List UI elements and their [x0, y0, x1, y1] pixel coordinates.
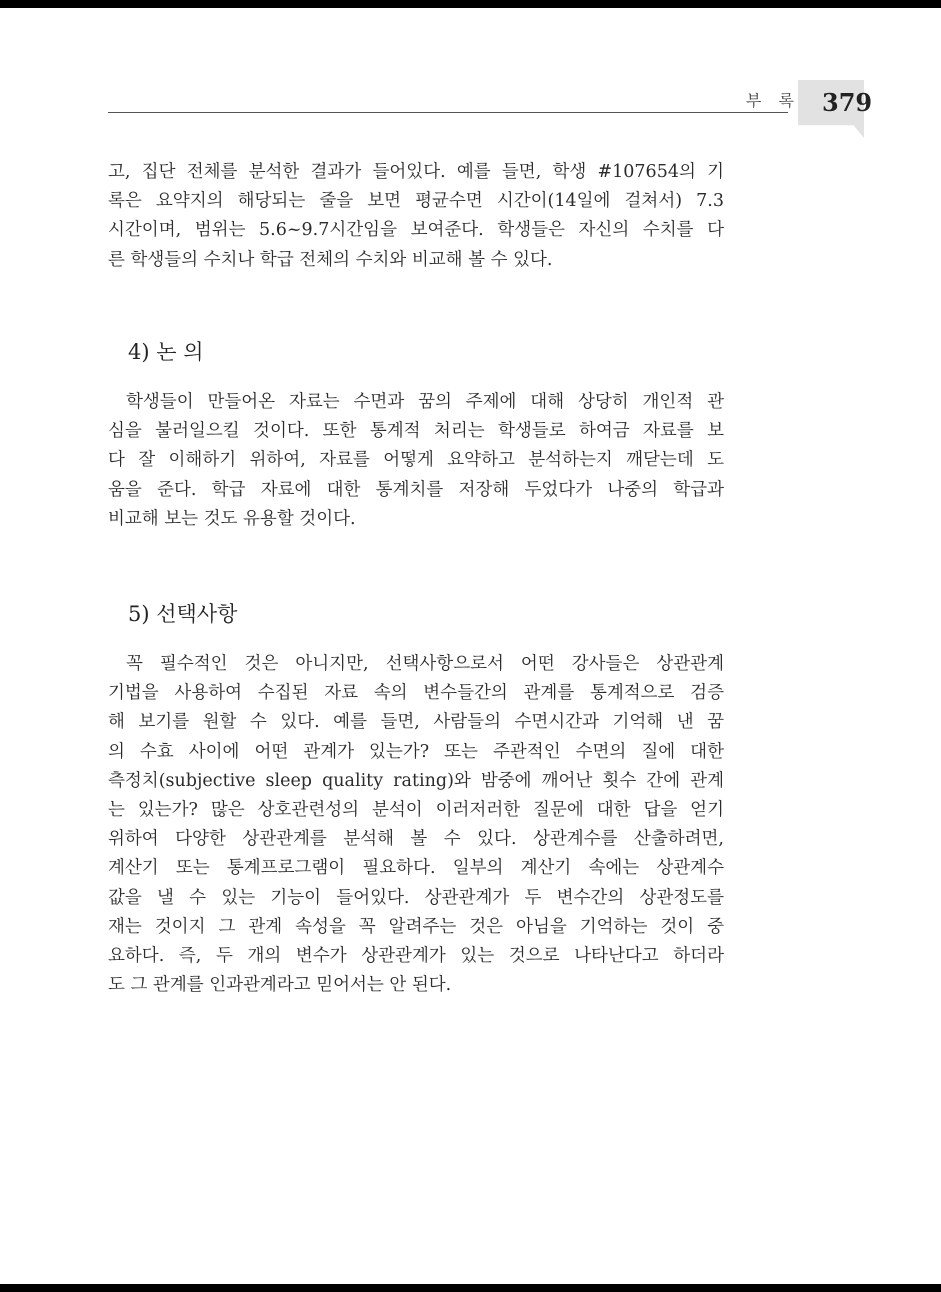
text-line: 재는 것이지 그 관계 속성을 꼭 알려주는 것은 아님을 기억하는 것이 중 — [108, 916, 724, 937]
text-line: 시간이며, 범위는 5.6~9.7시간임을 보여준다. 학생들은 자신의 수치를 다 — [108, 220, 724, 241]
text-line: 꼭 필수적인 것은 아니지만, 선택사항으로서 어떤 강사들은 상관관계 — [126, 654, 724, 674]
text-line: 록은 요약지의 해당되는 줄을 보면 평균수면 시간이(14일에 걸쳐서) 7.3 — [108, 191, 724, 212]
bottom-border — [0, 1284, 941, 1292]
text-line: 측정치(subjective sleep quality rating)와 밤중에 깨어난 횟수 간에 관계 — [108, 770, 724, 791]
text-line: 심을 불러일으킬 것이다. 또한 통계적 처리는 학생들로 하여금 자료를 보 — [108, 421, 724, 442]
section-4-paragraph — [108, 388, 724, 534]
text-line: 고, 집단 전체를 분석한 결과가 들어있다. 예를 들면, 학생 #107654의 기 — [108, 162, 724, 182]
running-header: 부 록 — [746, 91, 800, 110]
section-5-paragraph — [108, 650, 724, 1000]
section-4-heading: 4) 논 의 — [128, 340, 204, 364]
section-5-heading: 5) 선택사항 — [128, 602, 238, 626]
text-line: 른 학생들의 수치나 학급 전체의 수치와 비교해 볼 수 있다. — [108, 249, 553, 270]
text-line: 계산기 또는 통계프로그램이 필요하다. 일부의 계산기 속에는 상관계수 — [108, 858, 724, 879]
text-line: 학생들이 만들어온 자료는 수면과 꿈의 주제에 대해 상당히 개인적 관 — [126, 392, 724, 412]
text-line: 움을 준다. 학급 자료에 대한 통계치를 저장해 두었다가 나중의 학급과 — [108, 479, 724, 500]
text-line: 의 수효 사이에 어떤 관계가 있는가? 또는 주관적인 수면의 질에 대한 — [108, 741, 724, 762]
text-line: 도 그 관계를 인과관계라고 믿어서는 안 된다. — [108, 975, 452, 996]
text-line: 해 보기를 원할 수 있다. 예를 들면, 사람들의 수면시간과 기억해 낸 꿈 — [108, 712, 724, 733]
text-line: 다 잘 이해하기 위하여, 자료를 어떻게 요약하고 분석하는지 깨닫는데 도 — [108, 450, 724, 471]
text-line: 위하여 다양한 상관관계를 분석해 볼 수 있다. 상관계수를 산출하려면, — [108, 829, 724, 850]
text-line: 비교해 보는 것도 유용할 것이다. — [108, 508, 356, 529]
text-line: 요하다. 즉, 두 개의 변수가 상관관계가 있는 것으로 나타난다고 하더라 — [108, 946, 724, 967]
header-rule — [108, 112, 788, 113]
top-border — [0, 0, 941, 8]
text-line: 는 있는가? 많은 상호관련성의 분석이 이러저러한 질문에 대한 답을 얻기 — [108, 800, 724, 821]
paragraph-1 — [108, 158, 724, 275]
text-line: 기법을 사용하여 수집된 자료 속의 변수들간의 관계를 통계적으로 검증 — [108, 683, 724, 704]
page-number: 379 — [822, 88, 873, 117]
text-line: 값을 낼 수 있는 기능이 들어있다. 상관관계가 두 변수간의 상관정도를 — [108, 887, 724, 908]
